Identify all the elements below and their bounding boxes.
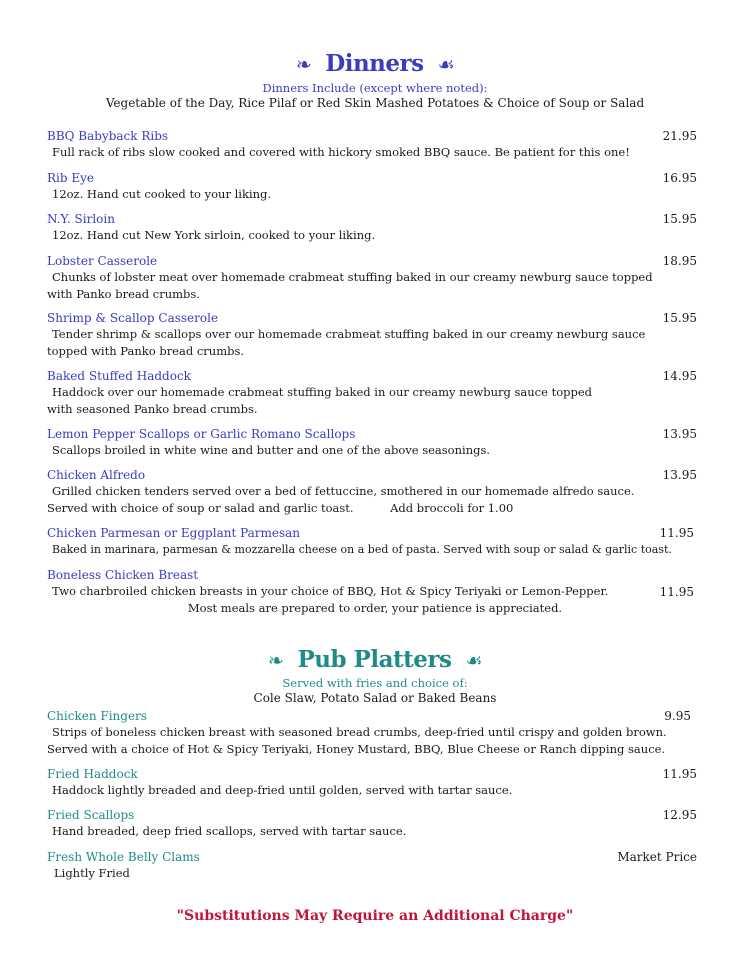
item-desc: 12oz. Hand cut New York sirloin, cooked to your liking. bbox=[52, 228, 376, 242]
item-name: Chicken Alfredo bbox=[47, 468, 146, 482]
item-desc: Two charbroiled chicken breasts in your choice of BBQ, Hot & Spicy Teriyaki or Lemon-Pepper. bbox=[52, 584, 609, 598]
dinners-sides: Vegetable of the Day, Rice Pilaf or Red Skin Mashed Potatoes & Choice of Soup or Salad bbox=[105, 96, 645, 110]
item-name: Chicken Fingers bbox=[47, 709, 147, 723]
item-price: 18.95 bbox=[662, 254, 697, 268]
item-name: Shrimp & Scallop Casserole bbox=[47, 311, 219, 325]
ornament-right-icon: ☙ bbox=[437, 54, 455, 76]
item-price: 11.95 bbox=[662, 767, 697, 781]
item-desc: Haddock over our homemade crabmeat stuffing baked in our creamy newburg sauce topped bbox=[52, 385, 593, 399]
item-price: 11.95 bbox=[659, 526, 694, 540]
ornament-right-icon: ☙ bbox=[465, 650, 482, 672]
menu-item bbox=[47, 467, 697, 517]
item-desc: Grilled chicken tenders served over a bed of fettuccine, smothered in our homemade alfredo sauce. bbox=[52, 484, 635, 498]
pub-subtitle: Served with fries and choice of: bbox=[282, 676, 468, 690]
item-price: 16.95 bbox=[662, 171, 697, 185]
item-name: N.Y. Sirloin bbox=[47, 212, 115, 226]
item-desc: Chunks of lobster meat over homemade crabmeat stuffing baked in our creamy newburg sauce topped bbox=[52, 270, 653, 284]
item-price: 15.95 bbox=[662, 212, 697, 226]
menu-item bbox=[47, 368, 697, 418]
item-name: Fried Haddock bbox=[47, 767, 138, 781]
item-desc-cont: Served with a choice of Hot & Spicy Teriyaki, Honey Mustard, BBQ, Blue Cheese or Ranch dipping sauce. bbox=[47, 742, 666, 756]
menu-item bbox=[47, 525, 697, 558]
menu-item bbox=[47, 170, 697, 203]
pub-title-row bbox=[0, 646, 750, 673]
item-price: 13.95 bbox=[662, 427, 697, 441]
item-desc-cont: Served with choice of soup or salad and garlic toast. Add broccoli for 1.00 bbox=[47, 501, 514, 515]
item-desc: Baked in marinara, parmesan & mozzarella cheese on a bed of pasta. Served with soup or salad & garlic toast. bbox=[52, 543, 672, 556]
item-desc: Full rack of ribs slow cooked and covered with hickory smoked BBQ sauce. Be patient for this one! bbox=[52, 145, 630, 159]
item-name: Baked Stuffed Haddock bbox=[47, 369, 191, 383]
item-desc: Lightly Fried bbox=[54, 866, 130, 880]
item-desc-cont: with Panko bread crumbs. bbox=[47, 287, 200, 301]
menu-item bbox=[47, 310, 697, 360]
item-desc: 12oz. Hand cut cooked to your liking. bbox=[52, 187, 272, 201]
item-name: Rib Eye bbox=[47, 171, 95, 185]
menu-item bbox=[47, 211, 697, 244]
pub-title: Pub Platters bbox=[297, 646, 452, 673]
item-desc: Hand breaded, deep fried scallops, served with tartar sauce. bbox=[52, 824, 407, 838]
item-price: 21.95 bbox=[662, 129, 697, 143]
item-desc: Strips of boneless chicken breast with seasoned bread crumbs, deep-fried until crispy and golden brown. bbox=[52, 725, 667, 739]
item-name: Fried Scallops bbox=[47, 808, 135, 822]
menu-item bbox=[47, 766, 697, 799]
menu-item bbox=[47, 128, 697, 161]
item-name: Chicken Parmesan or Eggplant Parmesan bbox=[47, 526, 301, 540]
menu-item bbox=[47, 849, 697, 882]
item-name: Lobster Casserole bbox=[47, 254, 158, 268]
substitutions-footer: "Substitutions May Require an Additional Charge" bbox=[176, 908, 574, 924]
dinners-title: Dinners bbox=[325, 50, 424, 77]
menu-item bbox=[47, 253, 697, 303]
item-name: Lemon Pepper Scallops or Garlic Romano Scallops bbox=[47, 427, 356, 441]
item-name: Boneless Chicken Breast bbox=[47, 568, 199, 582]
item-price: 15.95 bbox=[662, 311, 697, 325]
pub-sides: Cole Slaw, Potato Salad or Baked Beans bbox=[253, 691, 497, 705]
item-price: 9.95 bbox=[664, 709, 691, 723]
item-price: Market Price bbox=[617, 850, 697, 864]
patience-note: Most meals are prepared to order, your patience is appreciated. bbox=[187, 601, 563, 615]
item-price: 12.95 bbox=[662, 808, 697, 822]
item-price: 14.95 bbox=[662, 369, 697, 383]
dinners-title-row bbox=[0, 50, 750, 77]
menu-item bbox=[47, 807, 697, 840]
item-desc-cont: topped with Panko bread crumbs. bbox=[47, 344, 245, 358]
ornament-left-icon: ❧ bbox=[295, 54, 312, 76]
item-name: Fresh Whole Belly Clams bbox=[47, 850, 200, 864]
item-desc: Scallops broiled in white wine and butter and one of the above seasonings. bbox=[52, 443, 491, 457]
item-desc: Tender shrimp & scallops over our homemade crabmeat stuffing baked in our creamy newburg sauce bbox=[52, 327, 646, 341]
item-name: BBQ Babyback Ribs bbox=[47, 129, 169, 143]
menu-item bbox=[47, 708, 697, 758]
ornament-left-icon: ❧ bbox=[268, 650, 284, 672]
dinners-subtitle: Dinners Include (except where noted): bbox=[262, 81, 488, 95]
menu-item bbox=[47, 426, 697, 459]
item-price: 11.95 bbox=[659, 585, 694, 599]
item-desc-cont: with seasoned Panko bread crumbs. bbox=[47, 402, 258, 416]
menu-item bbox=[47, 567, 697, 600]
item-price: 13.95 bbox=[662, 468, 697, 482]
item-desc: Haddock lightly breaded and deep-fried until golden, served with tartar sauce. bbox=[52, 783, 513, 797]
